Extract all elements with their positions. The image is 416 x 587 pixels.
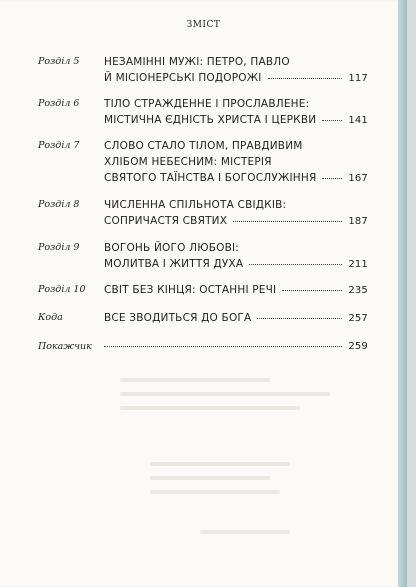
title-line-last [104, 213, 368, 230]
entry-title [104, 339, 368, 355]
show-through [120, 406, 300, 410]
dot-leader [322, 120, 342, 121]
running-head: ЗМІСТ [186, 20, 221, 30]
entry-label: Розділ 9 [38, 242, 80, 253]
page-number: 211 [348, 259, 368, 270]
entry-label: Покажчик [38, 341, 92, 352]
title-line [104, 54, 368, 70]
entry-title [104, 54, 368, 87]
show-through [150, 462, 290, 466]
page-number: 167 [348, 173, 368, 184]
toc-entry-chapter-6 [38, 96, 368, 136]
show-through [150, 476, 270, 480]
entry-title [104, 138, 368, 187]
entry-label: Розділ 8 [38, 199, 80, 210]
entry-title [104, 282, 368, 299]
dot-leader [268, 78, 343, 79]
show-through [150, 490, 280, 494]
entry-label: Розділ 5 [38, 56, 80, 67]
dot-leader [249, 264, 342, 265]
title-line [104, 138, 368, 154]
title-line-last [104, 310, 368, 327]
toc-entry-coda [38, 310, 368, 330]
entry-label: Кода [38, 312, 63, 323]
page-number: 141 [348, 115, 368, 126]
dot-leader [322, 178, 342, 179]
entry-title [104, 197, 368, 230]
title-line [104, 240, 368, 256]
title-text: Й МІСІОНЕРСЬКІ ПОДОРОЖІ [104, 72, 262, 84]
entry-label: Розділ 6 [38, 98, 80, 109]
title-line [104, 154, 368, 170]
title-text: МІСТИЧНА ЄДНІСТЬ ХРИСТА І ЦЕРКВИ [104, 114, 317, 126]
toc-entry-index [38, 339, 368, 359]
entry-label: Розділ 7 [38, 140, 80, 151]
entry-title [104, 240, 368, 273]
toc-entry-chapter-10 [38, 282, 368, 302]
dot-leader [233, 221, 342, 222]
toc-entry-chapter-8 [38, 197, 368, 237]
show-through [200, 530, 290, 534]
title-line-last [104, 339, 368, 355]
toc-entry-chapter-7 [38, 138, 368, 194]
page-number: 187 [348, 216, 368, 227]
title-text: ТІЛО СТРАЖДЕННЕ І ПРОСЛАВЛЕНЕ: [104, 98, 310, 110]
title-text: ЧИСЛЕННА СПІЛЬНОТА СВІДКІВ: [104, 199, 287, 211]
title-line-last [104, 70, 368, 87]
page-number: 117 [348, 73, 368, 84]
title-text: СВЯТОГО ТАЇНСТВА І БОГОСЛУЖІННЯ [104, 172, 317, 184]
title-text: СВІТ БЕЗ КІНЦЯ: ОСТАННІ РЕЧІ [104, 284, 277, 296]
title-line [104, 197, 368, 213]
title-text: ВОГОНЬ ЙОГО ЛЮБОВІ: [104, 242, 240, 254]
title-text: СЛОВО СТАЛО ТІЛОМ, ПРАВДИВИМ [104, 140, 303, 152]
title-line-last [104, 256, 368, 273]
title-line-last [104, 282, 368, 299]
toc-entry-chapter-9 [38, 240, 368, 280]
title-text: СОПРИЧАСТЯ СВЯТИХ [104, 215, 228, 227]
title-line-last [104, 170, 368, 187]
dot-leader [257, 318, 342, 319]
entry-label: Розділ 10 [38, 284, 86, 295]
page-number: 235 [348, 285, 368, 296]
title-text: ВСЕ ЗВОДИТЬСЯ ДО БОГА [104, 312, 252, 324]
toc-entry-chapter-5 [38, 54, 368, 94]
title-text: МОЛИТВА І ЖИТТЯ ДУХА [104, 258, 244, 270]
title-text: НЕЗАМІННІ МУЖІ: ПЕТРО, ПАВЛО [104, 56, 290, 68]
dot-leader [104, 346, 342, 347]
dot-leader [282, 290, 342, 291]
entry-title [104, 310, 368, 327]
page-number: 259 [348, 341, 368, 352]
show-through [120, 378, 270, 382]
page-edge [398, 0, 407, 587]
title-text: ХЛІБОМ НЕБЕСНИМ: МІСТЕРІЯ [104, 156, 272, 168]
page-number: 257 [348, 313, 368, 324]
entry-title [104, 96, 368, 129]
title-line-last [104, 112, 368, 129]
title-line [104, 96, 368, 112]
show-through [120, 392, 330, 396]
